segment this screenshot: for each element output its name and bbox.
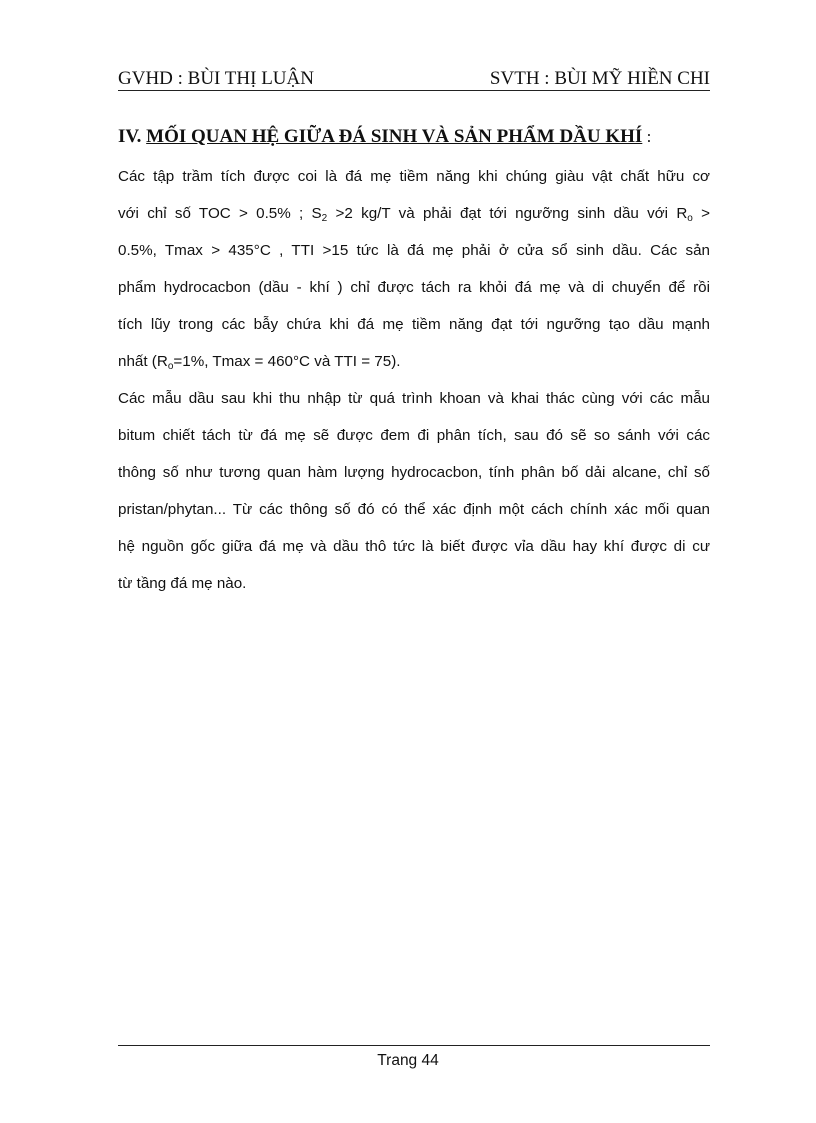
section-title: MỐI QUAN HỆ GIỮA ĐÁ SINH VÀ SẢN PHẨM DẦU KHÍ bbox=[146, 126, 643, 147]
paragraph-line: tích lũy trong các bẫy chứa khi đá mẹ tiềm năng đạt tới ngưỡng tạo dầu mạnh bbox=[118, 316, 710, 333]
footer-divider bbox=[118, 1045, 710, 1046]
header-divider bbox=[118, 90, 710, 91]
paragraph-source-rock bbox=[118, 158, 710, 380]
paragraph-line: hệ nguồn gốc giữa đá mẹ và dầu thô tức là biết được vỉa dầu hay khí được di cư bbox=[118, 538, 710, 555]
section-heading bbox=[118, 126, 651, 148]
paragraph-line: phẩm hydrocacbon (dầu - khí ) chỉ được tách ra khỏi đá mẹ và di chuyển để rồi bbox=[118, 279, 710, 296]
paragraph-line: pristan/phytan... Từ các thông số đó có thể xác định một cách chính xác mối quan bbox=[118, 501, 710, 518]
header-student: SVTH : BÙI MỸ HIỀN CHI bbox=[489, 68, 710, 89]
paragraph-line: Các mẫu dầu sau khi thu nhập từ quá trình khoan và khai thác cùng với các mẫu bbox=[118, 390, 710, 407]
header-advisor: GVHD : BÙI THỊ LUẬN bbox=[118, 68, 314, 89]
page-number: Trang 44 bbox=[377, 1052, 439, 1069]
page-header bbox=[118, 62, 710, 90]
section-number: IV. bbox=[118, 126, 142, 147]
paragraph-oil-samples bbox=[118, 380, 710, 602]
paragraph-line: nhất ($R_o=1\%$, Tmax = 460°C và TTI = 75). bbox=[118, 353, 401, 372]
paragraph-line: với chỉ số TOC > 0.5% ; $S_2 >2$ kg/T và phải đạt tới ngưỡng sinh dầu với $R_o$ > bbox=[118, 205, 710, 224]
section-title-tail: : bbox=[642, 127, 652, 146]
paragraph-line: thông số như tương quan hàm lượng hydrocacbon, tính phân bố dải alcane, chỉ số bbox=[118, 464, 710, 481]
paragraph-line: Các tập trầm tích được coi là đá mẹ tiềm năng khi chúng giàu vật chất hữu cơ bbox=[118, 168, 710, 185]
paragraph-line: bitum chiết tách từ đá mẹ sẽ được đem đi phân tích, sau đó sẽ so sánh với các bbox=[118, 427, 710, 444]
paragraph-line: 0.5%, Tmax > 435°C , TTI >15 tức là đá mẹ phải ở cửa sổ sinh dầu. Các sản bbox=[118, 242, 710, 259]
paragraph-line: từ tầng đá mẹ nào. bbox=[118, 575, 247, 592]
